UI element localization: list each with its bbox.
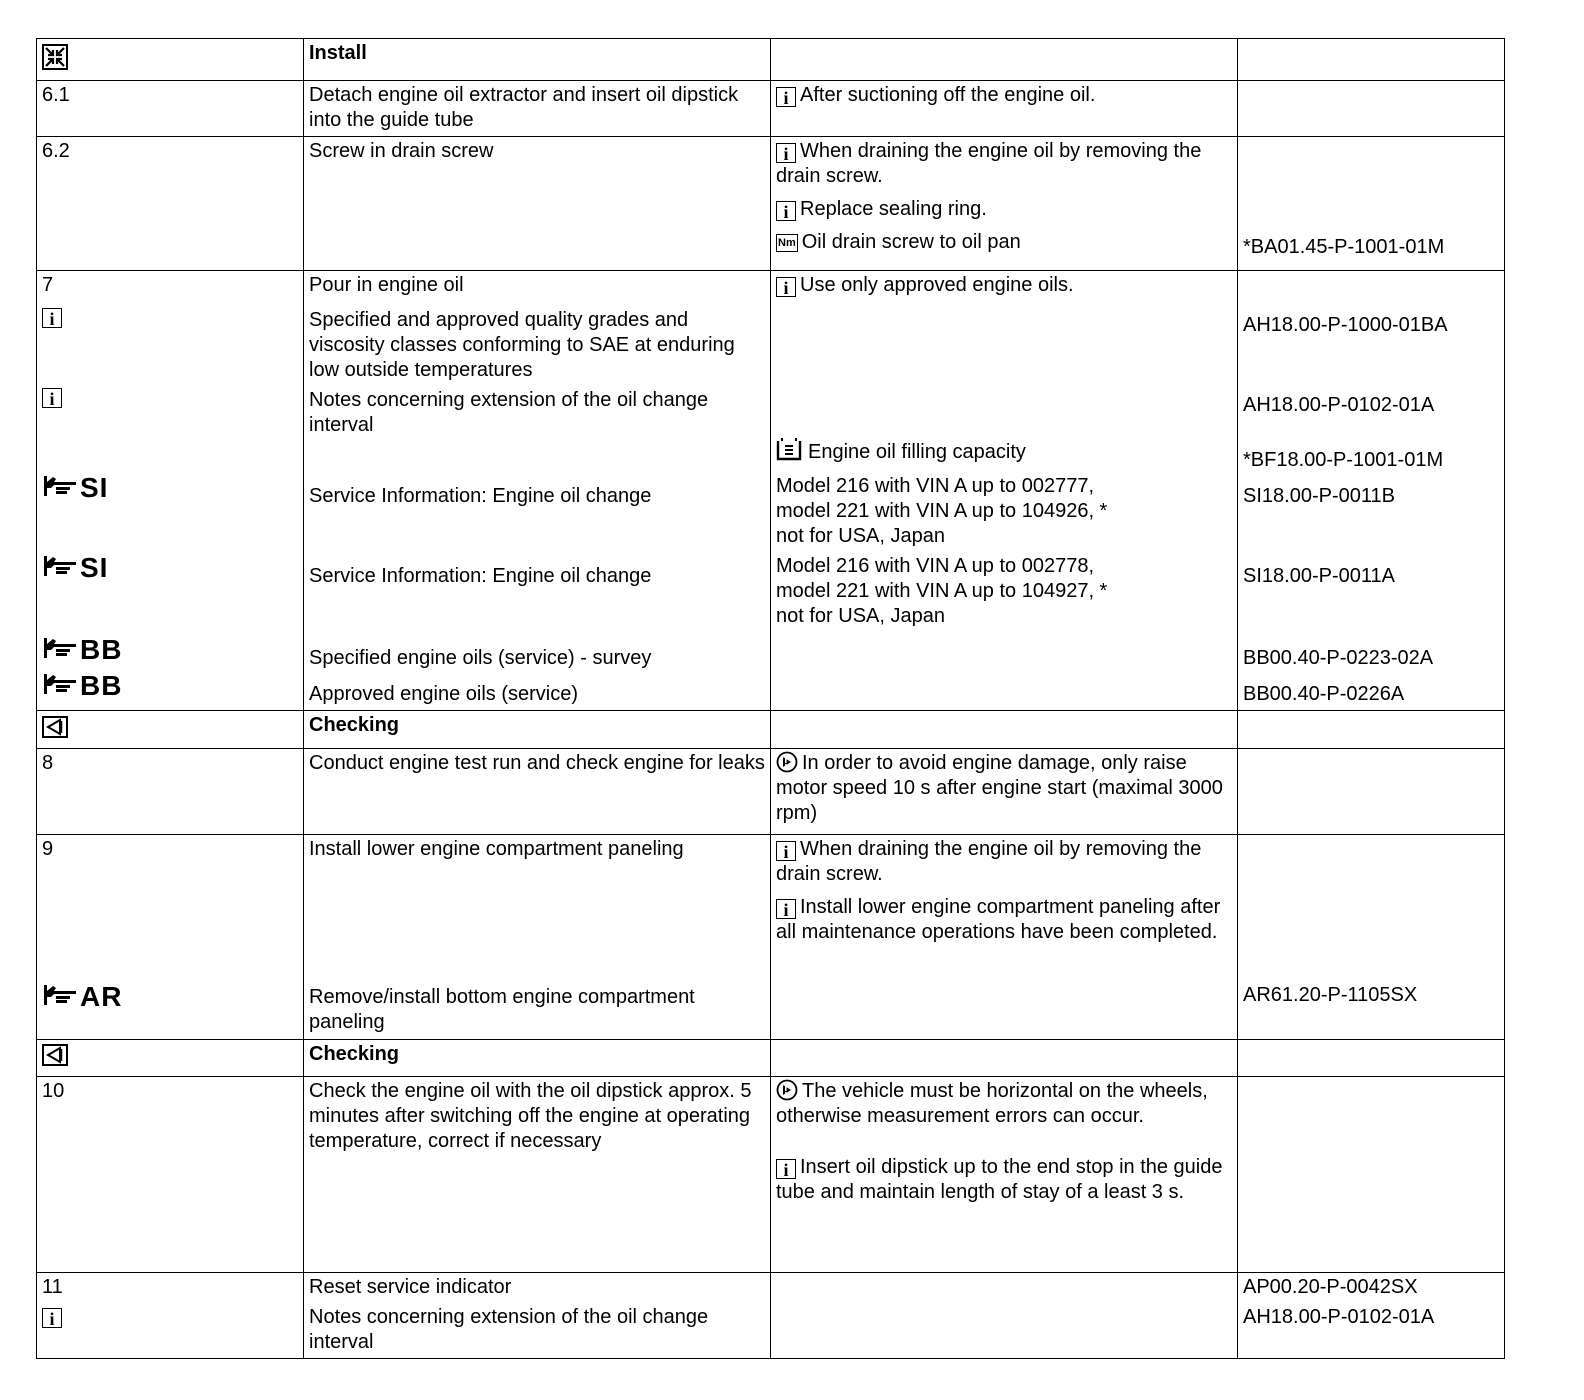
table-row	[37, 1077, 1505, 1273]
step-number: 6.2	[37, 137, 304, 271]
step-text: Detach engine oil extractor and insert oil dipstick into the guide tube	[304, 81, 771, 137]
si-reference-icon[interactable]: SI	[42, 554, 298, 582]
info-icon: i	[776, 277, 796, 297]
step-icons: 11 i	[37, 1273, 304, 1359]
step-note: i After suctioning off the engine oil.	[771, 81, 1238, 137]
spec-reference[interactable]: AH18.00-P-1000-01BA	[1243, 314, 1448, 336]
step-icons: 7 i i SI SI BB BB	[37, 271, 304, 711]
info-icon: i	[776, 143, 796, 163]
bb-reference[interactable]: BB00.40-P-0223-02A	[1243, 647, 1434, 669]
step-notes-column: i Use only approved engine oils. Engine oil filling capacity Model 216 with VIN A up to 002777, model 221 with VIN A up to 104926, * not for USA, Japan Model 216 with VIN A up to 002778, model 221 with VIN A up to 104927, * not for USA, Japan	[771, 271, 1238, 711]
bb-reference-icon[interactable]: BB	[42, 636, 298, 664]
procedure-document	[36, 38, 1504, 1359]
table-row	[37, 835, 1505, 1040]
install-header-row	[37, 39, 1505, 81]
ar-reference[interactable]: AR61.20-P-1105SX	[1243, 984, 1418, 1006]
step-note: In order to avoid engine damage, only raise motor speed 10 s after engine start (maximal 3000 rpm)	[771, 749, 1238, 835]
checking-title: Checking	[304, 711, 771, 749]
step-text: Conduct engine test run and check engine for leaks	[304, 749, 771, 835]
pointing-hand-icon	[42, 636, 80, 660]
step-references-column	[1238, 271, 1505, 711]
checking-icon	[42, 716, 68, 738]
si-reference-icon[interactable]: SI	[42, 474, 298, 502]
capacity-reference[interactable]: *BF18.00-P-1001-01M	[1243, 449, 1444, 471]
step-references-column	[1238, 1273, 1505, 1359]
step-icons: 9 AR	[37, 835, 304, 1040]
info-icon: i	[42, 308, 62, 328]
torque-reference[interactable]: *BA01.45-P-1001-01M	[1243, 236, 1445, 258]
pointing-hand-icon	[42, 672, 80, 696]
torque-icon: Nm	[776, 234, 798, 252]
checking-title: Checking	[304, 1040, 771, 1077]
table-row	[37, 1273, 1505, 1359]
table-row	[37, 81, 1505, 137]
table-row	[37, 749, 1505, 835]
pointing-hand-icon	[42, 554, 80, 578]
table-row	[37, 137, 1505, 271]
install-title: Install	[304, 39, 771, 81]
step-text: Check the engine oil with the oil dipstick approx. 5 minutes after switching off the engine at operating temperature, correct if necessary	[304, 1077, 771, 1273]
info-icon: i	[42, 1308, 62, 1328]
checking-header-row	[37, 711, 1505, 749]
extension-reference[interactable]: AH18.00-P-0102-01A	[1243, 394, 1435, 416]
install-icon	[42, 44, 68, 70]
bb-reference[interactable]: BB00.40-P-0226A	[1243, 683, 1405, 705]
si-reference[interactable]: SI18.00-P-0011B	[1243, 485, 1395, 507]
si-reference[interactable]: SI18.00-P-0011A	[1243, 565, 1395, 587]
warning-icon	[776, 1079, 798, 1101]
oil-capacity-icon	[776, 438, 804, 462]
info-icon: i	[776, 899, 796, 919]
step-number: 10	[37, 1077, 304, 1273]
info-icon: i	[776, 87, 796, 107]
info-icon: i	[776, 1159, 796, 1179]
step-text-column: Pour in engine oil Specified and approved quality grades and viscosity classes conforming to SAE at enduring low outside temperatures Notes concerning extension of the oil change interval Service Information: Engine oil change Service Information: Engine oil change Specified engine oils (service) - survey Approved engine oils (service)	[304, 271, 771, 711]
step-number: 6.1	[37, 81, 304, 137]
info-icon: i	[42, 388, 62, 408]
step-notes: The vehicle must be horizontal on the wheels, otherwise measurement errors can occur. i Insert oil dipstick up to the end stop in the guide tube and maintain length of stay of a least 3 s.	[771, 1077, 1238, 1273]
step-notes: i When draining the engine oil by removing the drain screw. i Install lower engine compartment paneling after all maintenance operations have been completed.	[771, 835, 1238, 1040]
bb-reference-icon[interactable]: BB	[42, 672, 298, 700]
step-number: 8	[37, 749, 304, 835]
table-row	[37, 271, 1505, 711]
pointing-hand-icon	[42, 983, 80, 1007]
checking-icon	[42, 1044, 68, 1066]
step-text: Screw in drain screw	[304, 137, 771, 271]
info-icon: i	[776, 201, 796, 221]
step-text-column: Install lower engine compartment paneling Remove/install bottom engine compartment paneling	[304, 835, 771, 1040]
pointing-hand-icon	[42, 474, 80, 498]
step-text-column: Reset service indicator Notes concerning extension of the oil change interval	[304, 1273, 771, 1359]
extension-reference[interactable]: AH18.00-P-0102-01A	[1243, 1306, 1435, 1328]
step-notes: i When draining the engine oil by removing the drain screw. i Replace sealing ring. Nm Oil drain screw to oil pan	[771, 137, 1238, 271]
ar-reference-icon[interactable]: AR	[42, 983, 298, 1011]
checking-header-row	[37, 1040, 1505, 1077]
procedure-table	[36, 38, 1505, 1359]
warning-icon	[776, 751, 798, 773]
service-indicator-reference[interactable]: AP00.20-P-0042SX	[1243, 1276, 1418, 1298]
install-icon-cell	[37, 39, 304, 81]
info-icon: i	[776, 841, 796, 861]
